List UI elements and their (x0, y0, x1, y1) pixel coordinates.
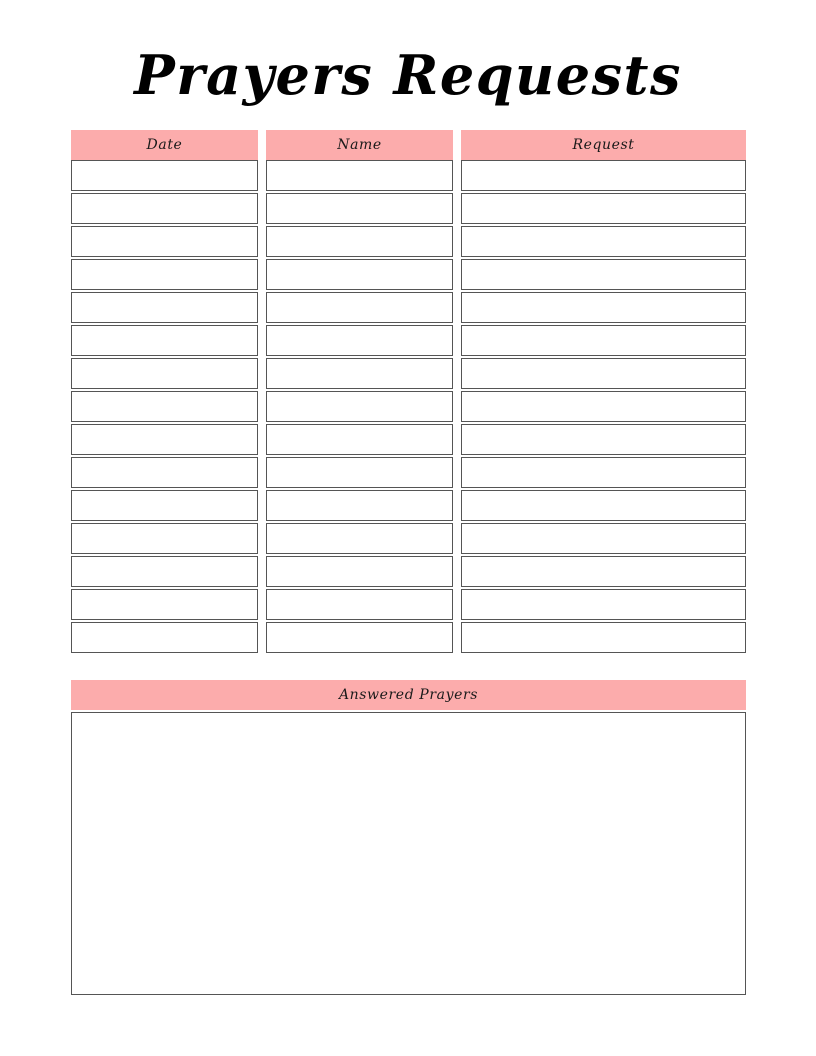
table-cell-request[interactable] (461, 160, 746, 191)
answered-prayers-section (71, 680, 746, 995)
table-cell-request[interactable] (461, 193, 746, 224)
table-cell-date[interactable] (71, 457, 258, 488)
table-cell-name[interactable] (266, 160, 453, 191)
table-cell-name[interactable] (266, 622, 453, 653)
table-cell-date[interactable] (71, 193, 258, 224)
table-cell-date[interactable] (71, 292, 258, 323)
column-header-date: Date (71, 130, 258, 160)
column-header-request: Request (461, 130, 746, 160)
column-request (461, 130, 746, 653)
table-cell-date[interactable] (71, 622, 258, 653)
table-cell-request[interactable] (461, 391, 746, 422)
table-cell-request[interactable] (461, 589, 746, 620)
table-cell-date[interactable] (71, 556, 258, 587)
table-cell-date[interactable] (71, 160, 258, 191)
table-cell-request[interactable] (461, 325, 746, 356)
table-cell-date[interactable] (71, 523, 258, 554)
table-cell-date[interactable] (71, 589, 258, 620)
table-cell-date[interactable] (71, 490, 258, 521)
table-cell-date[interactable] (71, 424, 258, 455)
table-cell-name[interactable] (266, 556, 453, 587)
table-cell-name[interactable] (266, 193, 453, 224)
table-cell-request[interactable] (461, 292, 746, 323)
table-cell-name[interactable] (266, 589, 453, 620)
page-title: Prayers Requests (134, 43, 682, 107)
table-cell-request[interactable] (461, 259, 746, 290)
table-cell-name[interactable] (266, 358, 453, 389)
table-cell-name[interactable] (266, 325, 453, 356)
table-cell-date[interactable] (71, 358, 258, 389)
answered-prayers-textarea[interactable] (71, 712, 746, 995)
table-cell-request[interactable] (461, 358, 746, 389)
table-cell-request[interactable] (461, 523, 746, 554)
table-cell-name[interactable] (266, 391, 453, 422)
table-cell-request[interactable] (461, 457, 746, 488)
column-name-rows (266, 160, 453, 653)
column-date (71, 130, 258, 653)
prayer-requests-table (71, 130, 746, 653)
table-cell-date[interactable] (71, 391, 258, 422)
table-cell-name[interactable] (266, 424, 453, 455)
table-cell-request[interactable] (461, 226, 746, 257)
table-cell-request[interactable] (461, 424, 746, 455)
column-request-rows (461, 160, 746, 653)
table-cell-name[interactable] (266, 457, 453, 488)
table-cell-request[interactable] (461, 622, 746, 653)
table-cell-date[interactable] (71, 259, 258, 290)
column-header-name: Name (266, 130, 453, 160)
table-cell-date[interactable] (71, 325, 258, 356)
table-cell-name[interactable] (266, 226, 453, 257)
table-cell-name[interactable] (266, 259, 453, 290)
table-cell-request[interactable] (461, 490, 746, 521)
table-cell-date[interactable] (71, 226, 258, 257)
table-cell-name[interactable] (266, 490, 453, 521)
column-date-rows (71, 160, 258, 653)
answered-prayers-heading: Answered Prayers (71, 680, 746, 710)
column-name (266, 130, 453, 653)
table-cell-request[interactable] (461, 556, 746, 587)
table-cell-name[interactable] (266, 523, 453, 554)
table-cell-name[interactable] (266, 292, 453, 323)
